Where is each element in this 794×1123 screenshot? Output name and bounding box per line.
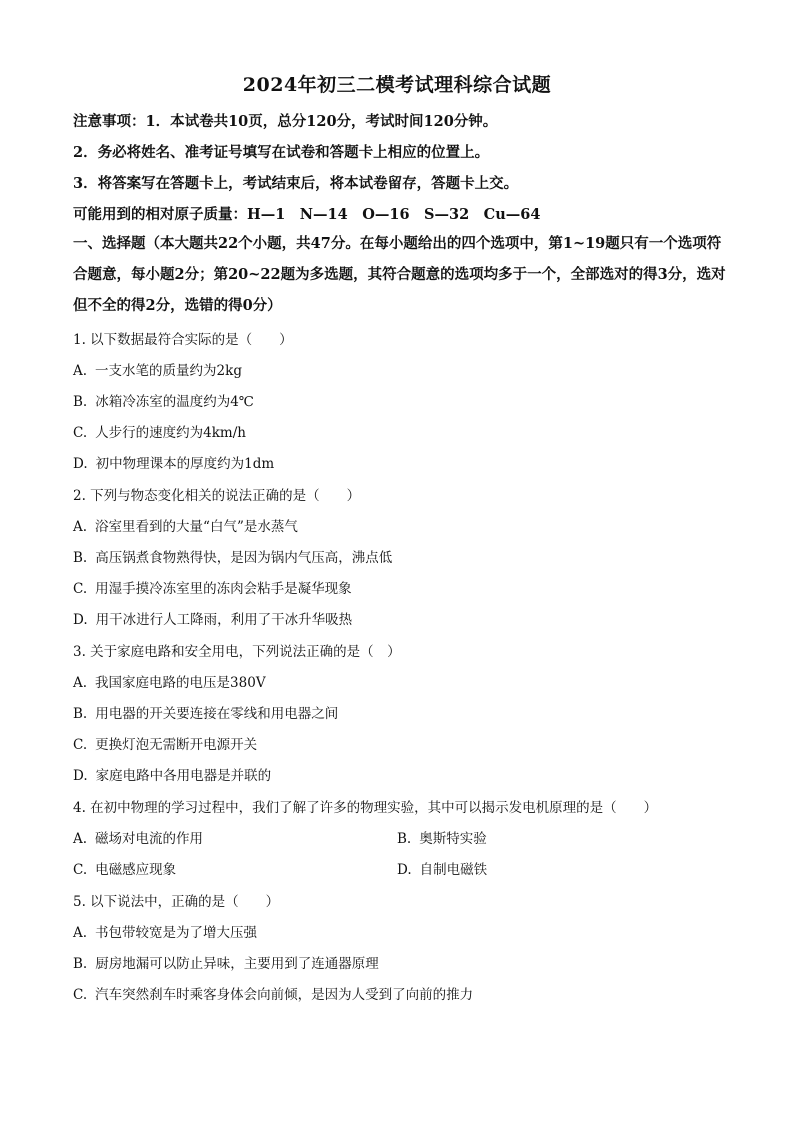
notes-line-3: 3．将答案写在答题卡上，考试结束后，将本试卷留存，答题卡上交。	[73, 175, 519, 192]
question-4-option-b[interactable]	[397, 827, 487, 847]
question-5-option-b[interactable]	[73, 952, 379, 972]
option-label: D.	[73, 612, 88, 628]
option-label: C.	[73, 862, 88, 878]
exam-title: 2024年初三二模考试理科综合试题	[242, 74, 552, 96]
option-label: A.	[73, 925, 88, 941]
option-label: A.	[73, 675, 88, 691]
question-2-option-c[interactable]	[73, 577, 352, 597]
question-2-option-d[interactable]	[73, 608, 352, 628]
option-text: 冰箱冷冻室的温度约为4℃	[95, 394, 254, 410]
notes-line-1: 注意事项：1．本试卷共10页，总分120分，考试时间120分钟。	[73, 113, 498, 130]
question-5-option-c[interactable]	[73, 983, 473, 1003]
notes-line-2: 2．务必将姓名、准考证号填写在试卷和答题卡上相应的位置上。	[73, 144, 490, 161]
option-text: 磁场对电流的作用	[95, 831, 204, 847]
option-text: 厨房地漏可以防止异味，主要用到了连通器原理	[95, 956, 379, 972]
option-text: 高压锅煮食物熟得快，是因为锅内气压高，沸点低	[95, 550, 393, 566]
option-text: 用电器的开关要连接在零线和用电器之间	[95, 706, 339, 722]
option-label: A.	[73, 519, 88, 535]
option-text: 自制电磁铁	[419, 862, 488, 878]
question-3-option-c[interactable]	[73, 733, 257, 753]
option-label: A.	[73, 831, 88, 847]
question-3-option-d[interactable]	[73, 764, 271, 784]
question-4-stem: 4. 在初中物理的学习过程中，我们了解了许多的物理实验，其中可以揭示发电机原理的是（ ）	[73, 800, 658, 816]
option-label: C.	[73, 987, 88, 1003]
option-label: C.	[73, 737, 88, 753]
question-1-option-c[interactable]	[73, 421, 246, 441]
question-3-stem: 3. 关于家庭电路和安全用电，下列说法正确的是（ ）	[73, 644, 401, 660]
option-label: A.	[73, 363, 88, 379]
question-4-option-a[interactable]	[73, 827, 203, 847]
option-label: B.	[397, 831, 412, 847]
question-5-stem: 5. 以下说法中，正确的是（ ）	[73, 894, 280, 910]
option-text: 人步行的速度约为4km/h	[95, 425, 246, 441]
option-text: 更换灯泡无需断开电源开关	[95, 737, 258, 753]
question-3-option-a[interactable]	[73, 671, 266, 691]
option-label: C.	[73, 425, 88, 441]
option-label: B.	[73, 550, 88, 566]
option-text: 初中物理课本的厚度约为1dm	[95, 456, 275, 472]
question-2-option-a[interactable]	[73, 515, 298, 535]
option-text: 用湿手摸冷冻室里的冻肉会粘手是凝华现象	[95, 581, 352, 597]
question-1-option-b[interactable]	[73, 390, 254, 410]
option-text: 浴室里看到的大量“白气”是水蒸气	[95, 519, 298, 535]
option-text: 一支水笔的质量约为2kg	[95, 363, 242, 379]
question-5-option-a[interactable]	[73, 921, 257, 941]
option-text: 奥斯特实验	[419, 831, 487, 847]
question-1-option-d[interactable]	[73, 452, 274, 472]
option-text: 汽车突然刹车时乘客身体会向前倾，是因为人受到了向前的推力	[95, 987, 474, 1003]
option-text: 书包带较宽是为了增大压强	[95, 925, 258, 941]
option-text: 家庭电路中各用电器是并联的	[95, 768, 272, 784]
option-text: 用干冰进行人工降雨，利用了干冰升华吸热	[95, 612, 353, 628]
option-label: B.	[73, 394, 88, 410]
question-2-option-b[interactable]	[73, 546, 392, 566]
option-label: C.	[73, 581, 88, 597]
option-label: D.	[73, 768, 88, 784]
option-text: 我国家庭电路的电压是380V	[95, 675, 266, 691]
atomic-mass-line: 可能用到的相对原子质量：H—1 N—14 O—16 S—32 Cu—64	[73, 206, 541, 223]
option-label: D.	[73, 456, 88, 472]
question-2-stem: 2. 下列与物态变化相关的说法正确的是（ ）	[73, 488, 361, 504]
question-4-option-d[interactable]	[397, 858, 487, 878]
question-4-option-c[interactable]	[73, 858, 176, 878]
option-label: B.	[73, 706, 88, 722]
option-label: D.	[397, 862, 412, 878]
question-1-stem: 1. 以下数据最符合实际的是（ ）	[73, 332, 293, 348]
section-one-instructions: 一、选择题（本大题共22个小题，共47分。在每小题给出的四个选项中，第1~19题只有一个选项符合题意，每小题2分；第20~22题为多选题，其符合题意的选项均多于一个，全部选对的得3分，选对但不全的得2分，选错的得0分）	[73, 235, 726, 314]
question-3-option-b[interactable]	[73, 702, 338, 722]
option-text: 电磁感应现象	[95, 862, 177, 878]
question-1-option-a[interactable]	[73, 359, 242, 379]
option-label: B.	[73, 956, 88, 972]
